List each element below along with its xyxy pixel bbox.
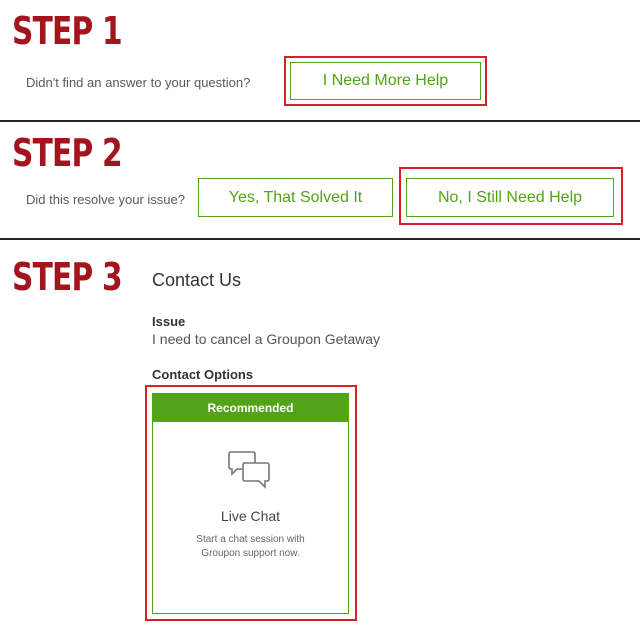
yes-solved-button[interactable]: Yes, That Solved It <box>198 178 393 217</box>
still-need-help-button[interactable]: No, I Still Need Help <box>406 178 614 217</box>
step-3-heading: STEP 3 <box>12 255 122 299</box>
issue-value: I need to cancel a Groupon Getaway <box>152 331 381 347</box>
live-chat-desc-line2: Groupon support now. <box>201 548 300 559</box>
recommended-badge: Recommended <box>153 394 348 422</box>
chat-bubbles-icon <box>227 449 275 491</box>
live-chat-option-card[interactable] <box>152 393 349 614</box>
step-3-section <box>0 240 640 637</box>
step-2-prompt: Did this resolve your issue? <box>26 192 185 207</box>
contact-options-label: Contact Options <box>152 367 254 382</box>
step-1-prompt: Didn't find an answer to your question? <box>26 75 251 90</box>
step-2-heading: STEP 2 <box>12 131 122 175</box>
step-1-section <box>0 0 640 118</box>
live-chat-title: Live Chat <box>220 508 281 524</box>
step-1-heading: STEP 1 <box>12 9 122 53</box>
need-more-help-button[interactable]: I Need More Help <box>290 62 481 100</box>
contact-us-title: Contact Us <box>152 270 242 290</box>
issue-label: Issue <box>152 314 186 329</box>
live-chat-desc-line1: Start a chat session with <box>196 534 305 545</box>
step-2-section <box>0 122 640 238</box>
